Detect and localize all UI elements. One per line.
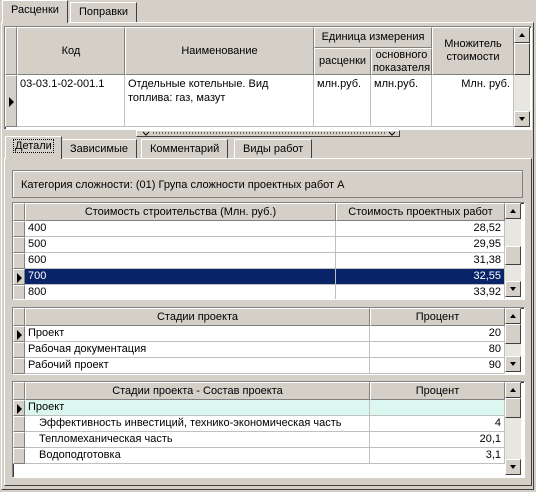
- cell-name-line1: Отдельные котельные. Вид: [128, 78, 269, 90]
- composition-cell-percent-text: 20,1: [479, 433, 501, 445]
- composition-cell-percent-text: 4: [494, 417, 501, 429]
- composition-cell-percent-text: 3,1: [485, 449, 501, 461]
- cell-name-line2: топлива: газ, мазут: [128, 92, 226, 104]
- scroll-down-button[interactable]: [514, 111, 530, 127]
- current-row-arrow-icon: [17, 273, 22, 283]
- cost-cell-design-text: 31,38: [473, 254, 501, 266]
- tab-work-types-label: Виды работ: [243, 143, 304, 155]
- arrow-up-icon: [519, 33, 525, 37]
- cost-cell-design-text: 32,55: [473, 270, 501, 282]
- cost-cell-construction[interactable]: [25, 253, 336, 269]
- cell-unit-rate[interactable]: [314, 75, 371, 127]
- col-header-stage-label: Стадии проекта: [156, 310, 239, 323]
- cell-multiplier-text: Млн. руб.: [461, 78, 510, 90]
- arrow-up-icon: [510, 209, 516, 213]
- scroll-down-button[interactable]: [505, 281, 521, 297]
- tab-corrections-label: Поправки: [79, 6, 129, 18]
- tab-dependent-label: Зависимые: [70, 143, 128, 155]
- row-indicator[interactable]: [13, 253, 25, 269]
- scroll-up-button[interactable]: [505, 382, 521, 398]
- stage-cell-name[interactable]: [25, 358, 370, 374]
- col-header-unit-group-label: Единица измерения: [321, 31, 425, 43]
- composition-cell-percent[interactable]: [370, 432, 505, 448]
- stages-table-scrollbar[interactable]: [505, 308, 521, 372]
- col-header-composition[interactable]: [25, 382, 370, 400]
- composition-cell-percent[interactable]: [370, 416, 505, 432]
- tab-details[interactable]: [5, 136, 62, 159]
- col-header-unit-rate-label: расценки: [318, 55, 367, 67]
- col-header-design-cost[interactable]: [336, 203, 505, 221]
- cost-cell-construction-text: 600: [28, 254, 47, 266]
- composition-cell-name-text: Эффективность инвестиций, технико-экономическая часть: [39, 417, 342, 429]
- stage-cell-name-text: Рабочая документация: [28, 343, 147, 355]
- col-header-code[interactable]: [17, 27, 125, 75]
- group-row-percent[interactable]: [370, 400, 505, 416]
- tab-dependent[interactable]: [61, 139, 137, 158]
- cost-cell-design-text: 33,92: [473, 286, 501, 298]
- row-indicator[interactable]: [13, 326, 25, 342]
- scroll-thumb[interactable]: [505, 398, 521, 418]
- group-row-label: Проект: [28, 401, 65, 413]
- current-row-arrow-icon: [17, 330, 22, 340]
- rate-grid-corner: [5, 27, 17, 75]
- splitter-grip-icon: [137, 131, 401, 136]
- tab-comment-label: Комментарий: [150, 143, 220, 155]
- tab-rates[interactable]: [2, 0, 68, 23]
- scroll-up-button[interactable]: [505, 203, 521, 219]
- stage-cell-percent[interactable]: [370, 326, 505, 342]
- scroll-thumb[interactable]: [505, 324, 521, 344]
- composition-table: [12, 381, 525, 478]
- row-indicator[interactable]: [5, 75, 17, 127]
- arrow-up-icon: [510, 314, 516, 318]
- current-row-arrow-icon: [17, 404, 22, 414]
- cost-cell-design-text: 29,95: [473, 238, 501, 250]
- arrow-down-icon: [510, 465, 516, 469]
- col-header-multiplier-line1: Множитель: [444, 38, 502, 50]
- composition-table-corner: [13, 382, 25, 400]
- tab-rates-label: Расценки: [11, 4, 59, 16]
- row-indicator[interactable]: [13, 342, 25, 358]
- col-header-construction-cost-label: Стоимость строительства (Млн. руб.): [84, 205, 277, 218]
- col-header-unit-main[interactable]: [371, 48, 432, 75]
- col-header-name[interactable]: [125, 27, 314, 75]
- col-header-code-label: Код: [61, 44, 81, 57]
- col-header-composition-percent[interactable]: [370, 382, 505, 400]
- cost-cell-construction[interactable]: [25, 237, 336, 253]
- cost-cell-construction-text: 500: [28, 238, 47, 250]
- row-indicator[interactable]: [13, 221, 25, 237]
- cost-cell-construction-text: 400: [28, 222, 47, 234]
- cost-cell-design[interactable]: [336, 253, 505, 269]
- col-header-unit-group: [314, 27, 432, 48]
- composition-cell-name[interactable]: [25, 448, 370, 464]
- stage-cell-name[interactable]: [25, 342, 370, 358]
- cell-multiplier[interactable]: [432, 75, 514, 127]
- cost-cell-design[interactable]: [336, 269, 505, 285]
- stages-table: [12, 307, 525, 375]
- category-label: Категория сложности: (01) Група сложности проектных работ А: [21, 179, 345, 191]
- col-header-design-cost-label: Стоимость проектных работ: [348, 205, 493, 218]
- rate-grid: [4, 26, 532, 130]
- cost-cell-construction-text: 800: [28, 286, 47, 298]
- arrow-down-icon: [510, 362, 516, 366]
- cell-unit-main[interactable]: [371, 75, 432, 127]
- tab-details-label: Детали: [15, 140, 52, 152]
- stage-cell-name-text: Проект: [28, 327, 65, 339]
- arrow-down-icon: [519, 117, 525, 121]
- col-header-construction-cost[interactable]: [25, 203, 336, 221]
- stage-cell-name-text: Рабочий проект: [28, 359, 109, 371]
- stage-cell-percent-text: 90: [488, 359, 501, 371]
- cell-code-text: 03-03.1-02-001.1: [20, 78, 105, 90]
- category-box: [12, 170, 523, 198]
- scroll-down-button[interactable]: [505, 459, 521, 475]
- stage-cell-name[interactable]: [25, 326, 370, 342]
- arrow-down-icon: [510, 287, 516, 291]
- composition-cell-name-text: Водоподготовка: [39, 449, 121, 461]
- col-header-unit-rate[interactable]: [314, 48, 371, 75]
- cost-cell-construction[interactable]: [25, 221, 336, 237]
- tab-work-types[interactable]: [234, 139, 312, 158]
- row-indicator[interactable]: [13, 285, 25, 300]
- rate-grid-scrollbar[interactable]: [514, 27, 530, 127]
- current-row-arrow-icon: [9, 97, 14, 107]
- cost-cell-design[interactable]: [336, 237, 505, 253]
- row-indicator[interactable]: [13, 358, 25, 374]
- row-indicator[interactable]: [13, 416, 25, 432]
- col-header-multiplier-line2: стоимости: [446, 51, 500, 63]
- row-indicator[interactable]: [13, 269, 25, 285]
- cost-table-scrollbar[interactable]: [505, 203, 521, 297]
- scroll-down-button[interactable]: [505, 356, 521, 372]
- col-header-name-label: Наименование: [181, 44, 258, 57]
- cost-cell-design[interactable]: [336, 285, 505, 300]
- stage-cell-percent[interactable]: [370, 342, 505, 358]
- splitter-handle[interactable]: [136, 130, 400, 137]
- scroll-thumb[interactable]: [505, 246, 521, 265]
- col-header-unit-main-line1: основного: [375, 48, 428, 61]
- col-header-composition-label: Стадии проекта - Состав проекта: [112, 384, 283, 397]
- stage-cell-percent-text: 80: [488, 343, 501, 355]
- composition-table-scrollbar[interactable]: [505, 382, 521, 475]
- cost-cell-design[interactable]: [336, 221, 505, 237]
- scroll-up-button[interactable]: [514, 27, 530, 43]
- cost-cell-construction[interactable]: [25, 285, 336, 300]
- stages-table-corner: [13, 308, 25, 326]
- cost-cell-design-text: 28,52: [473, 222, 501, 234]
- scroll-up-button[interactable]: [505, 308, 521, 324]
- col-header-stage-percent[interactable]: [370, 308, 505, 326]
- stage-cell-percent[interactable]: [370, 358, 505, 374]
- col-header-unit-main-line2: показателя: [372, 61, 431, 74]
- tab-comment[interactable]: [141, 139, 228, 158]
- cost-table: [12, 202, 525, 300]
- cost-table-corner: [13, 203, 25, 221]
- arrow-up-icon: [510, 388, 516, 392]
- cost-cell-construction-text: 700: [28, 270, 47, 282]
- composition-cell-name-text: Тепломеханическая часть: [39, 433, 173, 445]
- group-row-cell[interactable]: [25, 400, 370, 416]
- cost-cell-construction[interactable]: [25, 269, 336, 285]
- cell-name[interactable]: [125, 75, 314, 127]
- row-indicator[interactable]: [13, 237, 25, 253]
- composition-cell-name[interactable]: [25, 432, 370, 448]
- cell-unit-rate-text: млн.руб.: [317, 78, 362, 90]
- cell-unit-main-text: млн.руб.: [374, 78, 419, 90]
- row-indicator[interactable]: [13, 448, 25, 464]
- scroll-thumb[interactable]: [514, 43, 530, 75]
- row-indicator[interactable]: [13, 432, 25, 448]
- col-header-multiplier[interactable]: [432, 27, 514, 75]
- stage-cell-percent-text: 20: [488, 327, 501, 339]
- row-indicator[interactable]: [13, 400, 25, 416]
- col-header-stage-percent-label: Процент: [415, 310, 460, 323]
- col-header-stage[interactable]: [25, 308, 370, 326]
- composition-cell-percent[interactable]: [370, 448, 505, 464]
- composition-cell-name[interactable]: [25, 416, 370, 432]
- col-header-composition-percent-label: Процент: [415, 384, 460, 397]
- cell-code[interactable]: [17, 75, 125, 127]
- tab-corrections[interactable]: [70, 2, 137, 22]
